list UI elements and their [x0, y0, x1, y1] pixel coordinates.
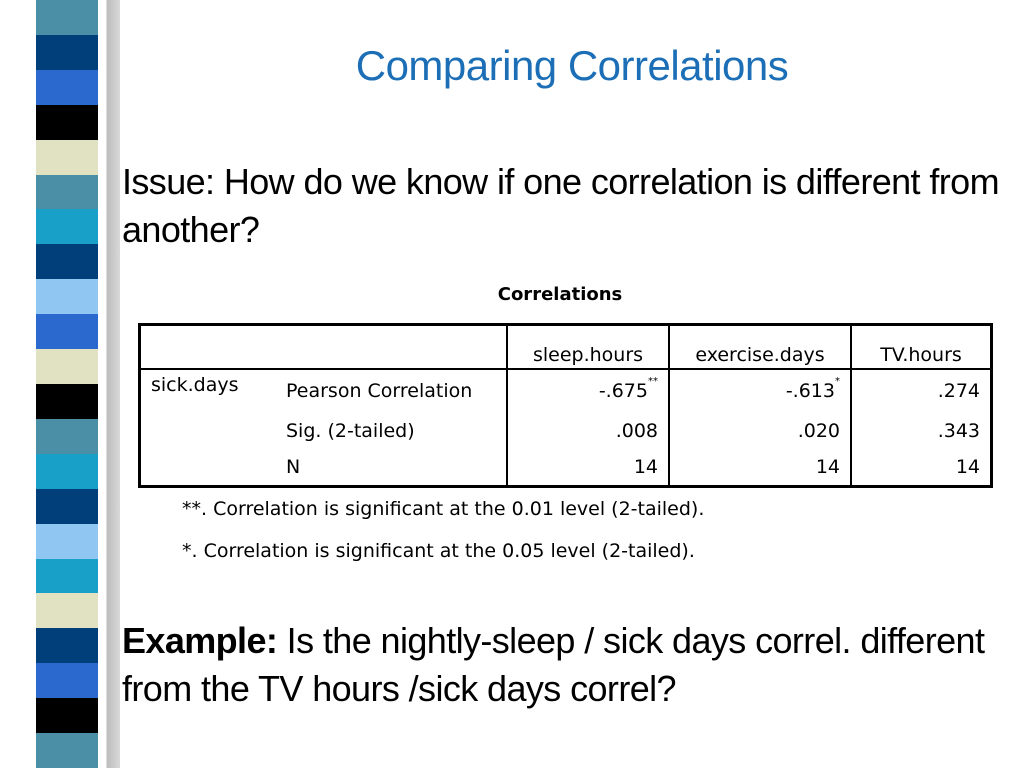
stripe-segment — [36, 140, 98, 176]
table-row — [140, 413, 992, 449]
table-cell: 14 — [669, 448, 851, 486]
stripe-segment — [36, 489, 98, 525]
row-variable-empty — [140, 413, 277, 449]
table-cell: -.675** — [507, 369, 669, 413]
stripe-segment — [36, 0, 98, 36]
stripe-segment — [36, 314, 98, 350]
stripe-segment — [36, 70, 98, 106]
table-row — [140, 448, 992, 486]
stripe-column — [36, 0, 98, 768]
row-variable: sick.days — [151, 374, 239, 396]
stripe-segment — [36, 663, 98, 699]
stripe-segment — [36, 419, 98, 455]
column-header: TV.hours — [851, 325, 992, 370]
stripe-segment — [36, 209, 98, 245]
stripe-segment — [36, 349, 98, 385]
issue-paragraph: Issue: How do we know if one correlation is different from another? — [122, 161, 999, 250]
stripe-segment — [36, 524, 98, 560]
slide-title: Comparing Correlations — [355, 42, 789, 89]
significance-mark: * — [835, 376, 840, 388]
table-cell: -.613* — [669, 369, 851, 413]
example-text: Is the nightly-sleep / sick days correl. different from the TV hours /sick days correl? — [122, 620, 985, 709]
stripe-bar-background — [0, 0, 36, 768]
example-label: Example: — [122, 620, 278, 661]
stripe-segment — [36, 628, 98, 664]
table-cell: .008 — [507, 413, 669, 449]
stripe-segment — [36, 105, 98, 141]
table-header-row — [140, 325, 992, 370]
table-cell: 14 — [507, 448, 669, 486]
row-label: N — [276, 448, 507, 486]
stripe-segment — [36, 384, 98, 420]
footnote: *. Correlation is significant at the 0.05 level (2-tailed). — [182, 540, 695, 562]
stripe-segment — [36, 244, 98, 280]
header-stub-2 — [276, 325, 507, 370]
stripe-segment — [36, 559, 98, 595]
table-cell: .274 — [851, 369, 992, 413]
significance-mark: ** — [648, 376, 658, 388]
row-label: Sig. (2-tailed) — [276, 413, 507, 449]
column-header: exercise.days — [669, 325, 851, 370]
row-label: Pearson Correlation — [276, 369, 507, 413]
stripe-segment — [36, 698, 98, 734]
row-variable-empty — [140, 448, 277, 486]
table-cell: .020 — [669, 413, 851, 449]
stripe-segment — [36, 454, 98, 490]
table-caption: Correlations — [497, 284, 623, 305]
correlations-table — [138, 323, 993, 488]
header-stub-1 — [140, 325, 277, 370]
stripe-segment — [36, 175, 98, 211]
stripe-segment — [36, 279, 98, 315]
column-header: sleep.hours — [507, 325, 669, 370]
stripe-segment — [36, 593, 98, 629]
decorative-stripe-bar — [0, 0, 120, 768]
footnote: **. Correlation is significant at the 0.01 level (2-tailed). — [182, 498, 705, 520]
table-cell: 14 — [851, 448, 992, 486]
table-cell: .343 — [851, 413, 992, 449]
stripe-segment — [36, 733, 98, 768]
stripe-segment — [36, 35, 98, 71]
table-row — [140, 369, 992, 413]
example-paragraph — [122, 617, 1002, 713]
